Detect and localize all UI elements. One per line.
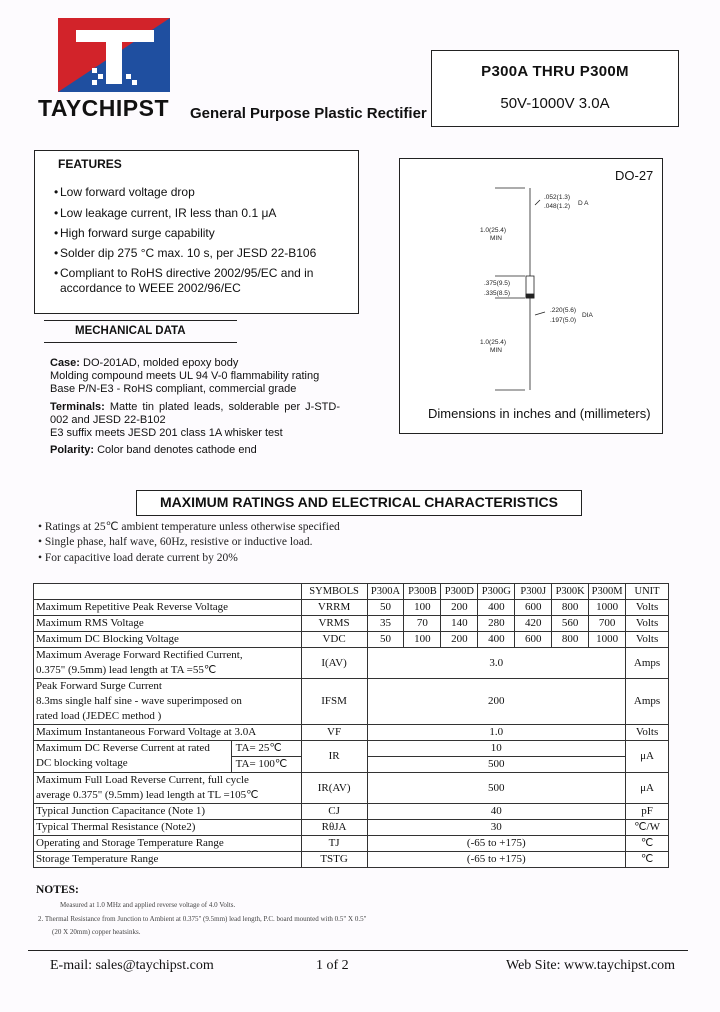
header-cell: P300K (552, 584, 589, 600)
header-cell: P300D (441, 584, 478, 600)
features-title: FEATURES (58, 157, 122, 171)
param-cell: Maximum DC Blocking Voltage (34, 632, 302, 648)
table-row (34, 741, 669, 773)
note-3: (20 X 20mm) copper heatsinks. (52, 928, 141, 936)
unit-cell: Volts (626, 600, 669, 616)
symbol-cell: IFSM (301, 679, 367, 725)
symbol-cell: VRMS (301, 616, 367, 632)
symbol-cell: VRRM (301, 600, 367, 616)
table-row (34, 773, 669, 804)
unit-cell: μA (626, 741, 669, 773)
table-row (34, 648, 669, 679)
dim-body-dia-suffix: DIA (582, 312, 593, 319)
table-row (34, 600, 669, 616)
brand-name: TAYCHIPST (38, 95, 170, 121)
value-cell: 100 (404, 632, 441, 648)
package-outline-drawing (400, 180, 662, 400)
value-cell: 280 (478, 616, 515, 632)
dim-lead-dia-1: .052(1.3) (544, 194, 571, 201)
unit-cell: ℃ (626, 836, 669, 852)
symbol-cell: IR (301, 741, 367, 773)
param-cell: Storage Temperature Range (34, 852, 302, 868)
dim-lead-len-1: 1.0(25.4) (480, 227, 507, 234)
header-cell: UNIT (626, 584, 669, 600)
value-cell: 50 (367, 600, 404, 616)
page-number: 1 of 2 (316, 958, 349, 973)
mechanical-title: MECHANICAL DATA (75, 325, 186, 337)
symbol-cell: IR(AV) (301, 773, 367, 804)
dim-body-len-1: .375(9.5) (484, 280, 511, 287)
mech-base: Base P/N-E3 - RoHS compliant, commercial grade (50, 383, 297, 395)
note-2: 2. Thermal Resistance from Junction to Ambient at 0.375" (9.5mm) lead length, P.C. board mounted with 0.5" X 0.5" (38, 915, 367, 923)
param-cell: Maximum Repetitive Peak Reverse Voltage (34, 600, 302, 616)
note-1: Measured at 1.0 MHz and applied reverse voltage of 4.0 Volts. (60, 901, 236, 909)
value-cell: 500 (367, 773, 626, 804)
header-cell: P300B (404, 584, 441, 600)
taychipst-logo (58, 18, 170, 92)
param-cell: Typical Junction Capacitance (Note 1) (34, 804, 302, 820)
param-cell: Peak Forward Surge Current 8.3ms single half sine - wave superimposed on rated load (JEDEC method ) (34, 679, 302, 725)
symbol-cell: VF (301, 725, 367, 741)
notes-title: NOTES: (36, 884, 79, 896)
value-cell: 420 (515, 616, 552, 632)
dim-lead-len-2: 1.0(25.4) (480, 339, 507, 346)
symbol-cell: VDC (301, 632, 367, 648)
param-cell: Operating and Storage Temperature Range (34, 836, 302, 852)
header-cell: P300A (367, 584, 404, 600)
param-cell: Maximum RMS Voltage (34, 616, 302, 632)
mech-e3: E3 suffix meets JESD 201 class 1A whisker test (50, 427, 283, 439)
header-cell: SYMBOLS (301, 584, 367, 600)
header-cell: P300J (515, 584, 552, 600)
rating-note: • Ratings at 25℃ ambient temperature unless otherwise specified (38, 521, 340, 533)
table-row (34, 836, 669, 852)
divider (44, 342, 237, 343)
part-number-box (431, 50, 679, 127)
table-row (34, 616, 669, 632)
value-cell: 800 (552, 632, 589, 648)
value-cell: 100 (404, 600, 441, 616)
value-cell: 600 (515, 632, 552, 648)
diagram-caption: Dimensions in inches and (millimeters) (428, 406, 651, 421)
feature-item: • Solder dip 275 °C max. 10 s, per JESD 22-B106 (54, 246, 317, 260)
mech-polarity: Polarity: Color band denotes cathode end (50, 444, 257, 456)
part-range: P300A THRU P300M (481, 63, 629, 80)
value-cell: 200 (367, 679, 626, 725)
dim-body-dia-1: .220(5.6) (550, 307, 577, 314)
unit-cell: μA (626, 773, 669, 804)
value-cell: 70 (404, 616, 441, 632)
unit-cell: Volts (626, 616, 669, 632)
value-cell: 200 (441, 632, 478, 648)
mech-terminals: Terminals: Matte tin plated leads, solderable per J-STD-002 and JESD 22-B102 (50, 401, 340, 426)
value-cell: 560 (552, 616, 589, 632)
voltage-current-rating: 50V-1000V 3.0A (500, 95, 610, 112)
divider (44, 320, 237, 321)
param-cell: Maximum Full Load Reverse Current, full cycle average 0.375" (9.5mm) lead length at TL =105℃ (34, 773, 302, 804)
value-cell: 3.0 (367, 648, 626, 679)
value-cell: (-65 to +175) (367, 852, 626, 868)
rating-note: • For capacitive load derate current by 20% (38, 552, 238, 564)
value-cell: 50 (367, 632, 404, 648)
feature-item: • High forward surge capability (54, 226, 215, 240)
table-row (34, 820, 669, 836)
symbol-cell: TSTG (301, 852, 367, 868)
dim-body-len-2: .335(8.5) (484, 290, 511, 297)
dim-lead-len-min-1: MIN (490, 235, 502, 242)
dim-lead-len-min-2: MIN (490, 347, 502, 354)
header-cell (34, 584, 302, 600)
unit-cell: Amps (626, 648, 669, 679)
param-cell: Typical Thermal Resistance (Note2) (34, 820, 302, 836)
characteristics-table (33, 583, 669, 868)
value-cell: 35 (367, 616, 404, 632)
unit-cell: ℃ (626, 852, 669, 868)
footer-email: E-mail: sales@taychipst.com (50, 958, 214, 973)
unit-cell: Amps (626, 679, 669, 725)
dim-lead-dia-suffix: D A (578, 200, 589, 207)
mech-molding: Molding compound meets UL 94 V-0 flammability rating (50, 370, 320, 382)
unit-cell: Volts (626, 725, 669, 741)
document-subtitle: General Purpose Plastic Rectifier (190, 105, 427, 122)
symbol-cell: CJ (301, 804, 367, 820)
value-cell: 400 (478, 632, 515, 648)
value-cell: 400 (478, 600, 515, 616)
value-cell: 1000 (589, 600, 626, 616)
value-cell: 1.0 (367, 725, 626, 741)
table-header-row (34, 584, 669, 600)
table-row (34, 804, 669, 820)
table-row (34, 632, 669, 648)
header-cell: P300G (478, 584, 515, 600)
table-row (34, 679, 669, 725)
feature-item: • Compliant to RoHS directive 2002/95/EC and in accordance to WEEE 2002/96/EC (54, 266, 314, 295)
symbol-cell: TJ (301, 836, 367, 852)
mech-case: Case: DO-201AD, molded epoxy body (50, 357, 239, 369)
value-cell: 30 (367, 820, 626, 836)
value-cell: 800 (552, 600, 589, 616)
symbol-cell: RθJA (301, 820, 367, 836)
param-cell: Maximum DC Reverse Current at rated DC blocking voltage TA= 25℃ TA= 100℃ (34, 741, 302, 773)
value-cell: (-65 to +175) (367, 836, 626, 852)
dim-body-dia-2: .197(5.0) (550, 317, 577, 324)
table-row (34, 852, 669, 868)
package-name: DO-27 (615, 168, 654, 183)
unit-cell: Volts (626, 632, 669, 648)
header-cell: P300M (589, 584, 626, 600)
table-row (34, 725, 669, 741)
feature-item: • Low leakage current, IR less than 0.1 μA (54, 206, 277, 220)
param-cell: Maximum Instantaneous Forward Voltage at 3.0A (34, 725, 302, 741)
dim-lead-dia-2: .048(1.2) (544, 203, 571, 210)
value-cell: 200 (441, 600, 478, 616)
feature-item: • Low forward voltage drop (54, 185, 195, 199)
value-cell: 140 (441, 616, 478, 632)
symbol-cell: I(AV) (301, 648, 367, 679)
value-cell: 10 500 (367, 741, 626, 773)
max-ratings-title: MAXIMUM RATINGS AND ELECTRICAL CHARACTERISTICS (160, 494, 558, 510)
rating-note: • Single phase, half wave, 60Hz, resistive or inductive load. (38, 536, 313, 548)
value-cell: 600 (515, 600, 552, 616)
unit-cell: ℃/W (626, 820, 669, 836)
value-cell: 700 (589, 616, 626, 632)
footer-website: Web Site: www.taychipst.com (506, 958, 676, 973)
footer-divider (28, 950, 688, 951)
value-cell: 40 (367, 804, 626, 820)
value-cell: 1000 (589, 632, 626, 648)
unit-cell: pF (626, 804, 669, 820)
param-cell: Maximum Average Forward Rectified Current, 0.375" (9.5mm) lead length at TA =55℃ (34, 648, 302, 679)
